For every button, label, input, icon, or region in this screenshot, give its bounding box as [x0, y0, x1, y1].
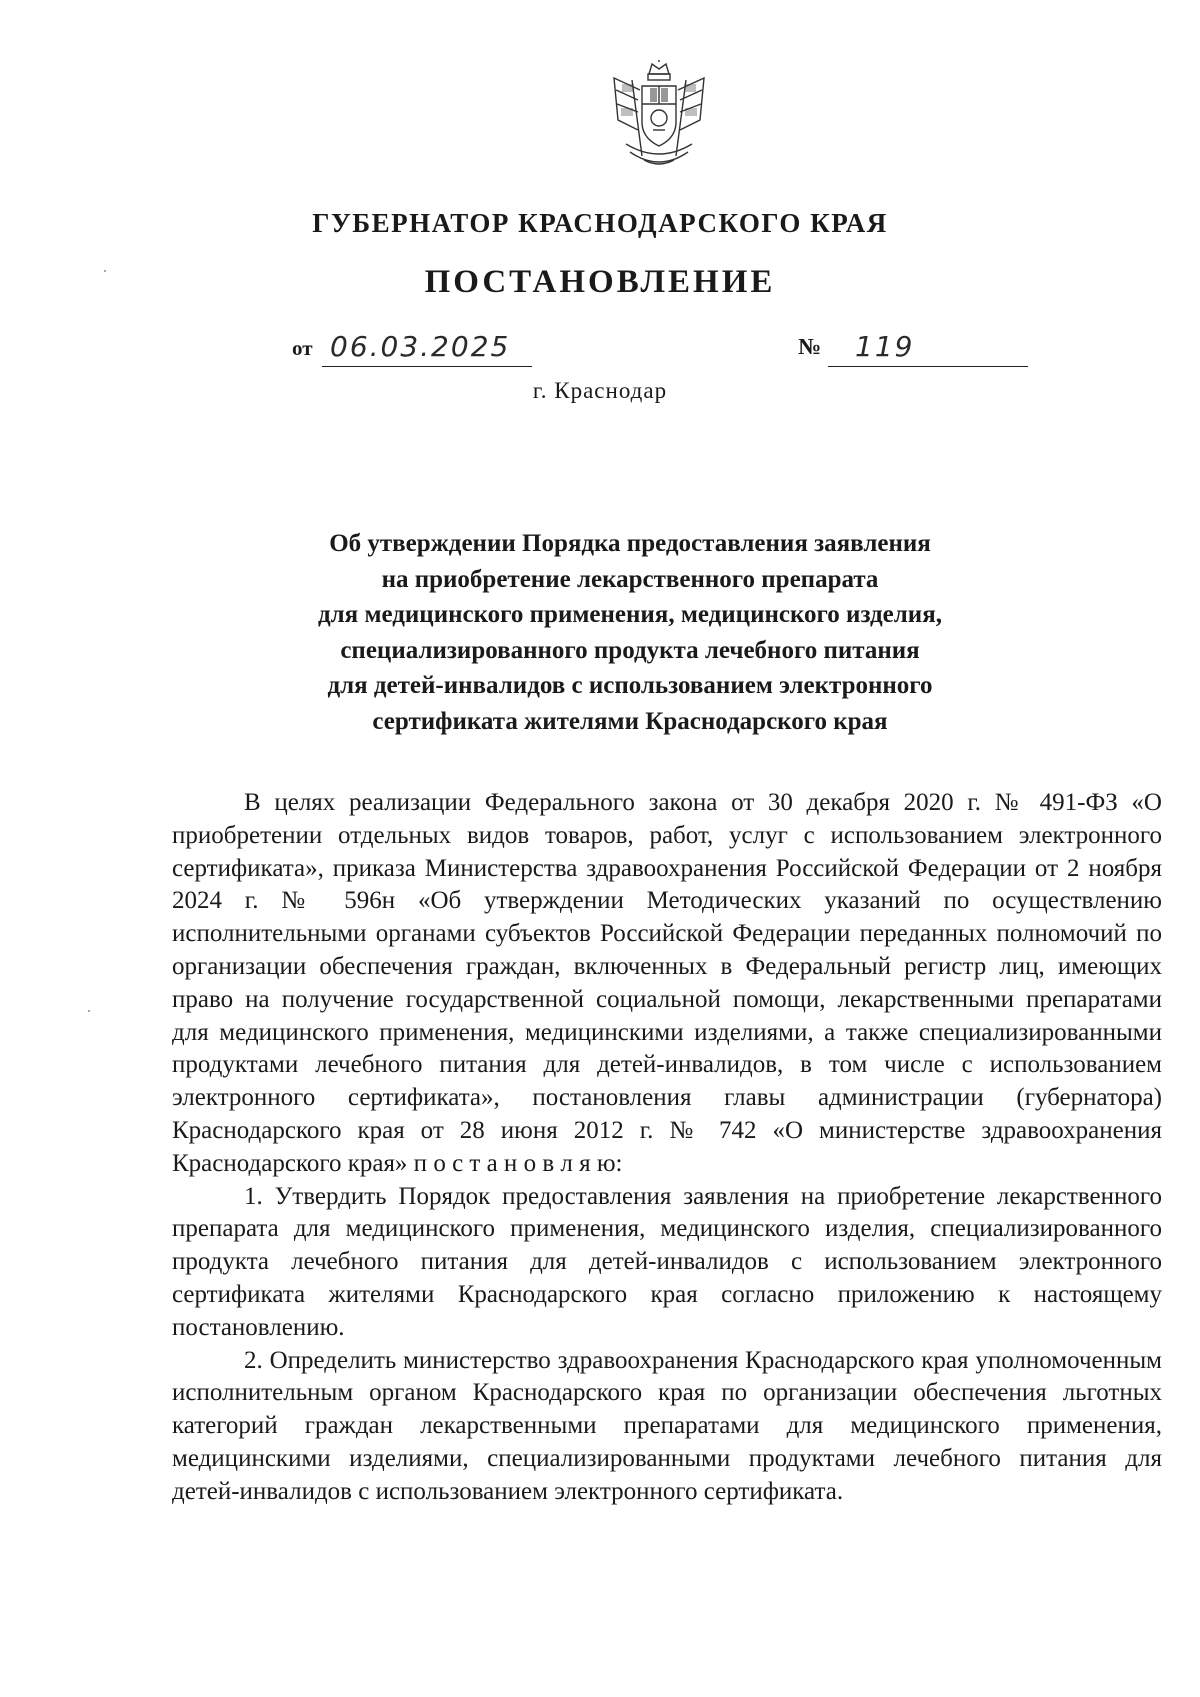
title-line: сертификата жителями Краснодарского края — [372, 707, 888, 735]
title-line: специализированного продукта лечебного питания — [340, 636, 920, 664]
document-type-heading: ПОСТАНОВЛЕНИЕ — [424, 264, 776, 300]
body-paragraph: 1. Утвердить Порядок предоставления заявления на приобретение лекарственного препарата для медицинского применения, медицинского изделия, специализированного продукта лечебного питания для детей-инвалидов с использованием электронного сертификата жителями Краснодарского края согласно приложению к настоящему постановлению. — [172, 1182, 1162, 1341]
number-value: 119 — [855, 330, 915, 363]
document-body — [172, 787, 1162, 1509]
city-label: г. Краснодар — [532, 378, 668, 403]
date-number-row — [0, 330, 1200, 374]
title-line: на приобретение лекарственного препарата — [381, 565, 879, 593]
body-paragraph: 2. Определить министерство здравоохранения Краснодарского края уполномоченным исполнительным органом Краснодарского края по организации обеспечения льготных категорий граждан лекарственными препаратами для медицинского применения, медицинскими изделиями, специализированными продуктами лечебного питания для детей-инвалидов с использованием электронного сертификата. — [172, 1346, 1162, 1505]
issuer-heading: ГУБЕРНАТОР КРАСНОДАРСКОГО КРАЯ — [312, 208, 888, 238]
title-line: для медицинского применения, медицинского изделия, — [318, 601, 942, 628]
body-paragraph: В целях реализации Федерального закона от 30 декабря 2020 г. № 491-ФЗ «О приобретении отдельных видов товаров, работ, услуг с использованием электронного сертификата», приказа Министерства здравоохранения Российской Федерации от 2 ноября 2024 г. № 596н «Об утверждении Методических указаний по осуществлению исполнительными органами субъектов Российской Федерации переданных полномочий по организации обеспечения граждан, включенных в Федеральный регистр лиц, имеющих право на получение государственной социальной помощи, лекарственными препаратами для медицинского применения, медицинскими изделиями, а также специализированными продуктами лечебного питания для детей-инвалидов, в том числе с использованием электронного сертификата», постановления главы администрации (губернатора) Краснодарского края от 28 июня 2012 г. № 742 «О министерстве здравоохранения Краснодарского края» п о с т а н о в л я ю: — [172, 789, 1162, 1177]
scan-speck — [88, 1010, 90, 1012]
number-label: № — [798, 334, 822, 359]
document-title — [250, 526, 1010, 739]
title-line: для детей-инвалидов с использованием электронного — [327, 672, 933, 699]
number-underline — [828, 366, 1028, 367]
scan-speck — [104, 270, 106, 272]
date-label: от — [292, 336, 313, 360]
date-value: 06.03.2025 — [330, 330, 511, 363]
coat-of-arms-emblem — [604, 60, 714, 178]
date-underline — [322, 366, 532, 367]
title-line: Об утверждении Порядка предоставления заявления — [329, 530, 931, 557]
